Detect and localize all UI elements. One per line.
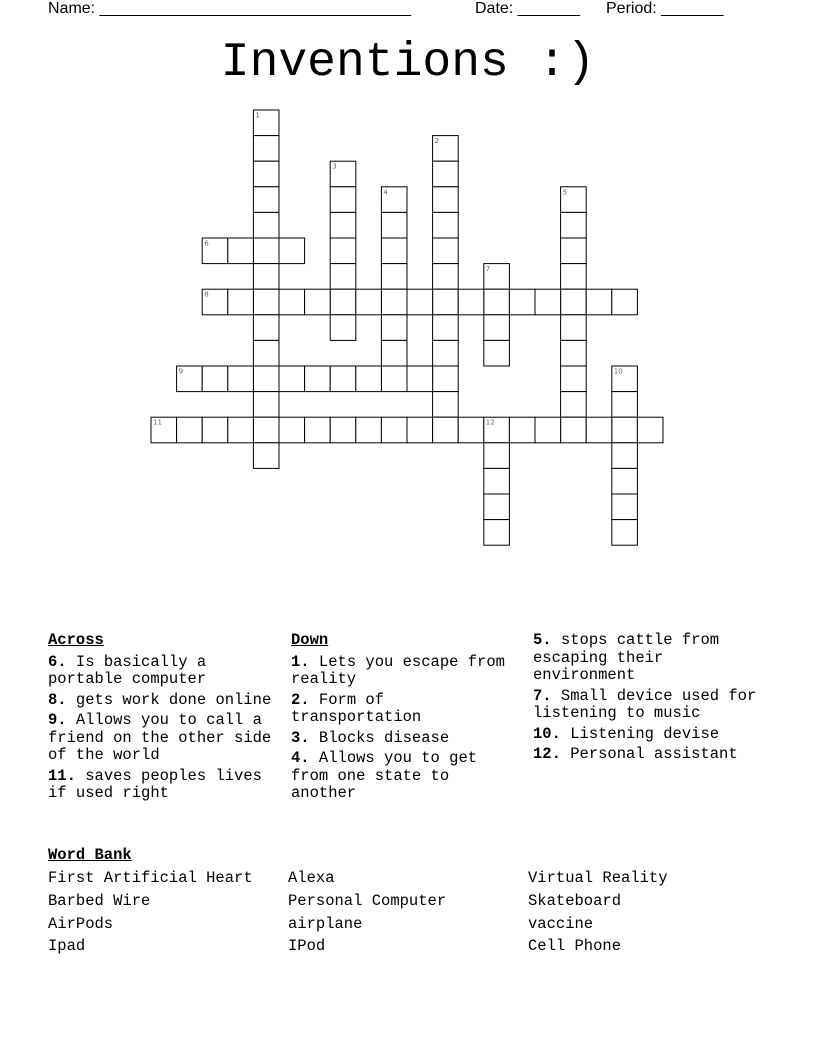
grid-clue-number: 4 — [383, 188, 388, 197]
grid-cell[interactable] — [381, 366, 407, 392]
grid-cell[interactable] — [612, 443, 638, 469]
down-clues — [291, 632, 517, 806]
clue-down-3: 3. Blocks disease — [291, 728, 450, 747]
grid-cell[interactable] — [561, 315, 587, 341]
grid-cell[interactable] — [407, 289, 433, 315]
clue-across-11: 11. saves peoples lives if used right — [48, 766, 262, 802]
grid-cell[interactable] — [305, 417, 331, 443]
grid-cell[interactable] — [561, 392, 587, 418]
name-field-label: Name: ___________________________________ — [48, 0, 412, 17]
grid-cell[interactable] — [202, 417, 228, 443]
grid-cell[interactable] — [561, 212, 587, 238]
grid-cell[interactable] — [279, 417, 305, 443]
grid-cell[interactable] — [253, 289, 279, 315]
grid-cell[interactable] — [612, 520, 638, 546]
clue-down-10: 10. Listening devise — [533, 724, 720, 743]
grid-cell[interactable] — [381, 264, 407, 290]
word-bank-item: AirPods — [48, 915, 114, 933]
grid-cell[interactable] — [433, 212, 459, 238]
grid-cell[interactable] — [356, 366, 382, 392]
clue-across-6: 6. Is basically a portable computer — [48, 652, 207, 688]
grid-cell[interactable] — [253, 136, 279, 162]
grid-clue-number: 11 — [153, 418, 162, 427]
grid-cell[interactable] — [535, 417, 561, 443]
grid-cell[interactable] — [484, 289, 510, 315]
grid-cell[interactable] — [330, 264, 356, 290]
grid-clue-number: 6 — [204, 239, 209, 248]
grid-cell[interactable] — [458, 289, 484, 315]
grid-cell[interactable] — [305, 366, 331, 392]
grid-cell[interactable] — [330, 289, 356, 315]
grid-cell[interactable] — [433, 366, 459, 392]
clue-down-4: 4. Allows you to get from one state to another — [291, 749, 478, 802]
grid-cell[interactable] — [612, 289, 638, 315]
grid-cell[interactable] — [433, 289, 459, 315]
clue-down-7: 7. Small device used for listening to music — [533, 686, 757, 722]
word-bank-item: First Artificial Heart — [48, 869, 253, 887]
grid-clue-number: 3 — [332, 162, 337, 171]
grid-cell[interactable] — [356, 289, 382, 315]
grid-cell[interactable] — [228, 366, 254, 392]
grid-cell[interactable] — [433, 340, 459, 366]
grid-clue-number: 1 — [255, 111, 260, 120]
word-bank-item: Virtual Reality — [528, 869, 668, 887]
grid-clue-number: 5 — [562, 188, 568, 197]
grid-cell[interactable] — [433, 161, 459, 187]
clue-down-1: 1. Lets you escape from reality — [291, 652, 505, 688]
grid-cell[interactable] — [381, 340, 407, 366]
grid-cell[interactable] — [330, 212, 356, 238]
grid-cell[interactable] — [330, 187, 356, 213]
down-clues-continued — [533, 632, 773, 767]
grid-cell[interactable] — [484, 443, 510, 469]
grid-cell[interactable] — [202, 366, 228, 392]
grid-cell[interactable] — [279, 366, 305, 392]
grid-cell[interactable] — [484, 315, 510, 341]
grid-cell[interactable] — [433, 238, 459, 264]
grid-cell[interactable] — [586, 417, 612, 443]
grid-cell[interactable] — [253, 212, 279, 238]
clue-down-2: 2. Form of transportation — [291, 690, 422, 726]
grid-cell[interactable] — [330, 366, 356, 392]
grid-cell[interactable] — [561, 238, 587, 264]
grid-cell[interactable] — [561, 289, 587, 315]
grid-cell[interactable] — [253, 315, 279, 341]
grid-cell[interactable] — [561, 340, 587, 366]
grid-cell[interactable] — [586, 289, 612, 315]
word-bank-item: Alexa — [288, 869, 335, 887]
grid-cell[interactable] — [612, 392, 638, 418]
grid-cell[interactable] — [253, 366, 279, 392]
grid-cell[interactable] — [433, 417, 459, 443]
grid-cell[interactable] — [484, 468, 510, 494]
word-bank-item: Skateboard — [528, 892, 622, 910]
grid-cell[interactable] — [305, 289, 331, 315]
grid-cell[interactable] — [279, 238, 305, 264]
grid-cell[interactable] — [433, 264, 459, 290]
grid-cell[interactable] — [253, 238, 279, 264]
grid-cell[interactable] — [433, 392, 459, 418]
grid-cell[interactable] — [279, 289, 305, 315]
grid-cell[interactable] — [433, 187, 459, 213]
grid-cell[interactable] — [330, 238, 356, 264]
word-bank-heading: Word Bank — [48, 846, 132, 864]
grid-clue-number: 2 — [434, 137, 440, 146]
grid-cell[interactable] — [381, 212, 407, 238]
grid-cell[interactable] — [612, 468, 638, 494]
grid-cell[interactable] — [228, 238, 254, 264]
word-bank-item: IPod — [288, 937, 326, 955]
grid-cell[interactable] — [356, 417, 382, 443]
grid-cell[interactable] — [484, 340, 510, 366]
clue-across-9: 9. Allows you to call a friend on the other side of the world — [48, 711, 272, 764]
grid-clue-number: 9 — [178, 367, 184, 376]
grid-cell[interactable] — [509, 417, 535, 443]
grid-clue-number: 8 — [204, 290, 209, 299]
across-heading: Across — [48, 631, 104, 649]
clue-down-12: 12. Personal assistant — [533, 745, 738, 763]
grid-cell[interactable] — [253, 417, 279, 443]
grid-cell[interactable] — [253, 392, 279, 418]
grid-cell[interactable] — [253, 443, 279, 469]
grid-cell[interactable] — [228, 289, 254, 315]
grid-cell[interactable] — [535, 289, 561, 315]
word-bank-item: airplane — [288, 915, 363, 933]
grid-cell[interactable] — [381, 238, 407, 264]
grid-cell[interactable] — [330, 315, 356, 341]
word-bank-item: Barbed Wire — [48, 892, 151, 910]
word-bank-item: Ipad — [48, 937, 86, 955]
grid-cell[interactable] — [484, 520, 510, 546]
grid-cell[interactable] — [561, 417, 587, 443]
grid-cell[interactable] — [612, 417, 638, 443]
word-bank-item: vaccine — [528, 915, 594, 933]
down-heading: Down — [291, 631, 329, 649]
grid-cell[interactable] — [330, 417, 356, 443]
grid-cell[interactable] — [612, 494, 638, 520]
grid-cell[interactable] — [177, 417, 203, 443]
grid-cell[interactable] — [433, 315, 459, 341]
grid-cell[interactable] — [381, 289, 407, 315]
grid-cell[interactable] — [561, 264, 587, 290]
grid-cell[interactable] — [484, 494, 510, 520]
across-clues — [48, 632, 274, 806]
date-field-label: Date: _______ — [475, 0, 580, 17]
grid-cell[interactable] — [407, 417, 433, 443]
grid-cell[interactable] — [253, 264, 279, 290]
grid-clue-number: 12 — [485, 418, 495, 427]
period-field-label: Period: _______ — [606, 0, 724, 17]
clue-down-5: 5. stops cattle from escaping their environment — [533, 631, 720, 684]
page-title: Inventions :) — [220, 36, 596, 90]
grid-cell[interactable] — [253, 340, 279, 366]
grid-cell[interactable] — [381, 417, 407, 443]
grid-clue-number: 10 — [613, 367, 623, 376]
grid-cell[interactable] — [253, 161, 279, 187]
grid-cell[interactable] — [561, 366, 587, 392]
clue-across-8: 8. gets work done online — [48, 690, 272, 709]
grid-cell[interactable] — [228, 417, 254, 443]
grid-cell[interactable] — [509, 289, 535, 315]
grid-cell[interactable] — [253, 187, 279, 213]
grid-clue-number: 7 — [485, 265, 491, 274]
grid-cell[interactable] — [637, 417, 663, 443]
word-bank-item: Cell Phone — [528, 937, 622, 955]
grid-cell[interactable] — [381, 315, 407, 341]
grid-cell[interactable] — [458, 417, 484, 443]
grid-cell[interactable] — [407, 366, 433, 392]
word-bank-item: Personal Computer — [288, 892, 447, 910]
